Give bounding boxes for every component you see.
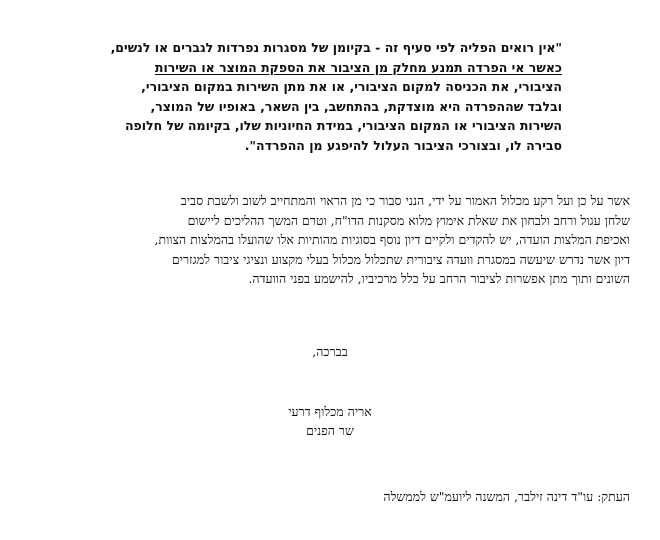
paragraph-line-1: אשר על כן ועל רקע מכלול האמור על ידי, הנני סבור כי מן הראוי והמתחייב לשוב ולשבת סביב	[180, 193, 630, 208]
quote-line-3: הציבורי, את הכניסה למקום הציבורי, או את מתן השירות במקום הציבורי,	[141, 79, 562, 94]
paragraph-line-5: השונים ותוך מתן אפשרות לציבור הרחב על כלל מרכיביו, להישמע בפני הוועדה.	[248, 271, 630, 286]
closing-greeting: בברכה,	[312, 344, 348, 359]
paragraph-line-2: שלחן עגול ורחב ולבחון את שאלת אימוץ מלוא מסקנות הדו"ח, וטרם המשך ההליכים ליישום	[187, 212, 630, 228]
quote-line-6: סבירה לו, ובצורכי הציבור העלול להיפגע מן ההפרדה".	[244, 137, 562, 153]
quoted-clause	[92, 38, 562, 155]
cc-line: העתק: עו"ד דינה זילבר, המשנה ליועמ"ש לממשלה	[383, 489, 630, 504]
paragraph-line-4: דיון אשר נדרש שיעשה במסגרת וועדה ציבורית שתכלול מכלול בעלי מקצוע ונציגי ציבור למגזרים	[171, 251, 630, 267]
quote-line-5: השירות הציבורי או המקום הציבורי, במידת החיוניות שלו, בקיומה של חלופה	[124, 118, 562, 133]
quote-line-1: "אין רואים הפליה לפי סעיף זה - בקיומן של מסגרות נפרדות לגברים או לנשים,	[110, 40, 562, 55]
paragraph-line-3: ואכיפת המלצות הועדה, יש להקדים ולקיים דיון נוסף בסוגיות מהותיות אלו שהועלו בהמלצות הצוות,	[154, 232, 630, 247]
signer-title: שר הפנים	[306, 423, 354, 438]
quote-line-4: ובלבד שההפרדה היא מוצדקת, בהתחשב, בין השאר, באופיו של המוצר,	[150, 98, 562, 114]
body-paragraph	[30, 191, 630, 289]
signer-name: אריה מכלוף דרעי	[288, 404, 372, 419]
quote-line-2: כאשר אי הפרדה תמנע מחלק מן הציבור את הספקת המוצר או השירות	[154, 59, 562, 75]
signature-block	[240, 402, 420, 440]
